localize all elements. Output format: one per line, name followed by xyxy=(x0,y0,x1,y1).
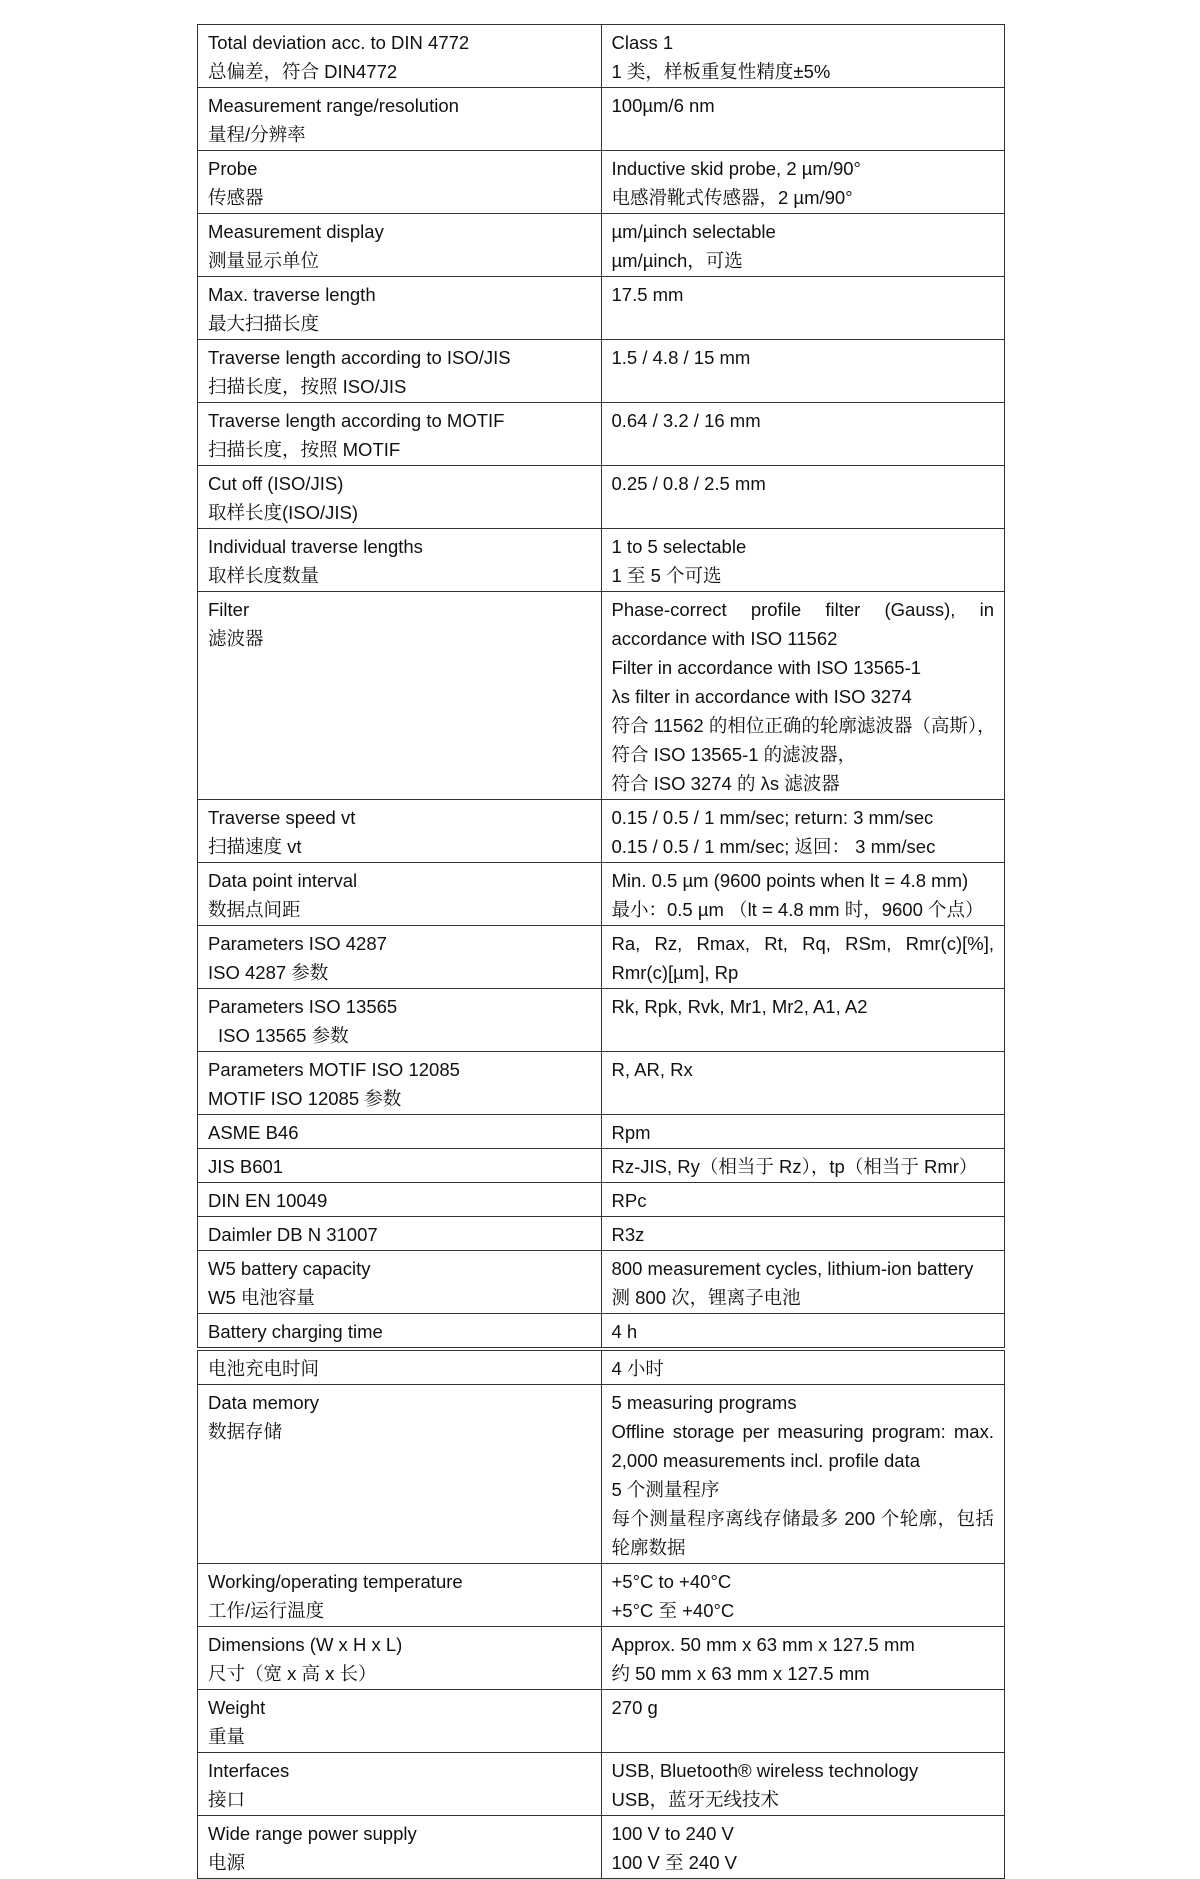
table-row xyxy=(198,403,1005,466)
spec-label-cell xyxy=(198,1564,602,1627)
spec-value-text: 1 至 5 个可选 xyxy=(611,565,722,586)
spec-label-cell xyxy=(198,1115,602,1149)
spec-value-text: 1 类，样板重复性精度±5% xyxy=(611,61,831,82)
spec-value-cell xyxy=(601,1183,1005,1217)
spec-label-text: Data memory xyxy=(208,1392,320,1413)
table-row xyxy=(198,863,1005,926)
spec-value-cell xyxy=(601,1149,1005,1183)
table-row xyxy=(198,1627,1005,1690)
spec-value-cell xyxy=(601,989,1005,1052)
spec-value-cell xyxy=(601,1627,1005,1690)
table-row xyxy=(198,25,1005,88)
spec-value-text: 5 measuring programs xyxy=(611,1392,797,1413)
spec-value-text: RPc xyxy=(611,1190,647,1211)
spec-value-text: 电感滑靴式传感器，2 µm/90° xyxy=(611,187,853,208)
spec-value-text: Phase-correct profile filter (Gauss), in xyxy=(611,599,994,620)
spec-value-text: 符合 11562 的相位正确的轮廓滤波器（高斯）， xyxy=(611,715,996,736)
spec-value-text: λs filter in accordance with ISO 3274 xyxy=(611,686,912,707)
spec-label-text: MOTIF ISO 12085 参数 xyxy=(208,1088,402,1109)
spec-value-text: +5°C 至 +40°C xyxy=(611,1600,735,1621)
spec-value-text: 17.5 mm xyxy=(611,284,684,305)
spec-value-text: USB, Bluetooth® wireless technology xyxy=(611,1760,919,1781)
table-row xyxy=(198,1314,1005,1348)
spec-label-text: 电源 xyxy=(208,1852,246,1873)
spec-value-cell xyxy=(601,277,1005,340)
spec-label-cell xyxy=(198,340,602,403)
table-row xyxy=(198,1115,1005,1149)
spec-value-cell xyxy=(601,466,1005,529)
spec-value-text: 最小：0.5 µm （lt = 4.8 mm 时，9600 个点） xyxy=(611,899,984,920)
spec-value-text: 2,000 measurements incl. profile data xyxy=(611,1450,921,1471)
spec-label-text: Traverse speed vt xyxy=(208,807,356,828)
spec-label-text: Measurement range/resolution xyxy=(208,95,459,116)
table-row xyxy=(198,277,1005,340)
table-row xyxy=(198,592,1005,800)
spec-label-text: Parameters MOTIF ISO 12085 xyxy=(208,1059,460,1080)
spec-label-text: 扫描长度，按照 MOTIF xyxy=(208,439,401,460)
spec-label-text: W5 battery capacity xyxy=(208,1258,371,1279)
spec-label-cell xyxy=(198,1052,602,1115)
spec-value-text: Rk, Rpk, Rvk, Mr1, Mr2, A1, A2 xyxy=(611,996,868,1017)
spec-value-text: 4 小时 xyxy=(611,1358,664,1379)
table-row xyxy=(198,466,1005,529)
spec-value-cell xyxy=(601,88,1005,151)
spec-value-cell xyxy=(601,214,1005,277)
spec-label-text: 测量显示单位 xyxy=(208,250,320,271)
spec-label-text: W5 电池容量 xyxy=(208,1287,315,1308)
spec-label-cell xyxy=(198,1753,602,1816)
table-row xyxy=(198,926,1005,989)
spec-value-text: Ra, Rz, Rmax, Rt, Rq, RSm, Rmr(c)[%], xyxy=(611,933,994,954)
spec-value-cell xyxy=(601,403,1005,466)
spec-value-text: Class 1 xyxy=(611,32,674,53)
spec-value-text: R3z xyxy=(611,1224,645,1245)
spec-value-cell xyxy=(601,863,1005,926)
table-row xyxy=(198,214,1005,277)
spec-value-text: Min. 0.5 µm (9600 points when lt = 4.8 mm) xyxy=(611,870,969,891)
spec-value-text: Rpm xyxy=(611,1122,651,1143)
table-row xyxy=(198,88,1005,151)
spec-label-cell xyxy=(198,214,602,277)
spec-value-text: 测 800 次，锂离子电池 xyxy=(611,1287,801,1308)
spec-value-text: R, AR, Rx xyxy=(611,1059,693,1080)
spec-label-cell xyxy=(198,1314,602,1348)
spec-label-cell xyxy=(198,466,602,529)
spec-label-text: Individual traverse lengths xyxy=(208,536,423,557)
spec-label-text: 最大扫描长度 xyxy=(208,313,320,334)
spec-label-text: 传感器 xyxy=(208,187,264,208)
spec-label-text: Dimensions (W x H x L) xyxy=(208,1634,403,1655)
spec-label-text: Max. traverse length xyxy=(208,284,376,305)
spec-label-cell xyxy=(198,989,602,1052)
spec-value-text: Rz-JIS, Ry（相当于 Rz），tp（相当于 Rmr） xyxy=(611,1156,978,1177)
table-row xyxy=(198,1052,1005,1115)
spec-label-cell xyxy=(198,529,602,592)
spec-label-text: Parameters ISO 13565 xyxy=(208,996,398,1017)
spec-label-text: 重量 xyxy=(208,1726,246,1747)
table-row xyxy=(198,1217,1005,1251)
spec-value-cell xyxy=(601,1314,1005,1348)
spec-label-text: Traverse length according to MOTIF xyxy=(208,410,505,431)
spec-value-cell xyxy=(601,1115,1005,1149)
spec-value-text: 5 个测量程序 xyxy=(611,1479,720,1500)
table-row xyxy=(198,340,1005,403)
table-row xyxy=(198,1149,1005,1183)
spec-label-text: Cut off (ISO/JIS) xyxy=(208,473,344,494)
spec-label-cell xyxy=(198,1149,602,1183)
spec-label-text: 工作/运行温度 xyxy=(208,1600,325,1621)
spec-label-text: ISO 13565 参数 xyxy=(218,1025,349,1046)
spec-label-text: Wide range power supply xyxy=(208,1823,417,1844)
spec-label-cell xyxy=(198,863,602,926)
spec-value-text: Inductive skid probe, 2 µm/90° xyxy=(611,158,861,179)
spec-label-text: JIS B601 xyxy=(208,1156,284,1177)
spec-value-text: 800 measurement cycles, lithium-ion battery xyxy=(611,1258,974,1279)
spec-value-cell xyxy=(601,592,1005,800)
spec-value-text: 1.5 / 4.8 / 15 mm xyxy=(611,347,751,368)
spec-value-text: 轮廓数据 xyxy=(611,1537,686,1558)
spec-label-cell xyxy=(198,592,602,800)
table-row xyxy=(198,1690,1005,1753)
spec-label-text: Probe xyxy=(208,158,258,179)
table-row xyxy=(198,1251,1005,1314)
table-row xyxy=(198,800,1005,863)
spec-label-text: 接口 xyxy=(208,1789,246,1810)
spec-value-text: 0.64 / 3.2 / 16 mm xyxy=(611,410,761,431)
spec-value-text: +5°C to +40°C xyxy=(611,1571,732,1592)
spec-value-cell xyxy=(601,1753,1005,1816)
table-row xyxy=(198,151,1005,214)
spec-label-cell xyxy=(198,88,602,151)
table-row xyxy=(198,1753,1005,1816)
spec-value-cell xyxy=(601,926,1005,989)
spec-label-cell xyxy=(198,1690,602,1753)
spec-label-text: 扫描速度 vt xyxy=(208,836,302,857)
spec-value-text: Rmr(c)[µm], Rp xyxy=(611,962,739,983)
spec-value-text: 0.15 / 0.5 / 1 mm/sec; return: 3 mm/sec xyxy=(611,807,934,828)
spec-label-cell xyxy=(198,926,602,989)
spec-value-text: 4 h xyxy=(611,1321,638,1342)
spec-value-cell xyxy=(601,1052,1005,1115)
spec-label-cell xyxy=(198,800,602,863)
spec-label-text: Filter xyxy=(208,599,250,620)
spec-label-cell xyxy=(198,151,602,214)
spec-label-text: Interfaces xyxy=(208,1760,290,1781)
spec-label-text: 数据存储 xyxy=(208,1421,283,1442)
table-row xyxy=(198,1564,1005,1627)
spec-label-text: Working/operating temperature xyxy=(208,1571,463,1592)
spec-value-text: 1 to 5 selectable xyxy=(611,536,747,557)
spec-label-cell xyxy=(198,1217,602,1251)
spec-value-cell xyxy=(601,1690,1005,1753)
spec-label-cell xyxy=(198,277,602,340)
spec-label-text: 数据点间距 xyxy=(208,899,301,920)
spec-label-text: Battery charging time xyxy=(208,1321,383,1342)
spec-value-cell xyxy=(601,340,1005,403)
spec-label-text: ASME B46 xyxy=(208,1122,299,1143)
spec-value-cell xyxy=(601,1251,1005,1314)
spec-label-text: Parameters ISO 4287 xyxy=(208,933,387,954)
table-row xyxy=(198,1816,1005,1879)
table-row xyxy=(198,989,1005,1052)
spec-value-text: 100 V 至 240 V xyxy=(611,1852,737,1873)
spec-label-text: 取样长度(ISO/JIS) xyxy=(208,502,359,523)
spec-label-text: 取样长度数量 xyxy=(208,565,320,586)
table-row xyxy=(198,1385,1005,1564)
spec-label-text: Total deviation acc. to DIN 4772 xyxy=(208,32,470,53)
specification-table xyxy=(197,24,1005,1879)
spec-label-text: Traverse length according to ISO/JIS xyxy=(208,347,511,368)
specification-table-body xyxy=(198,25,1005,1879)
spec-value-text: Offline storage per measuring program: max. xyxy=(611,1421,994,1442)
spec-label-text: Measurement display xyxy=(208,221,384,242)
spec-label-text: 滤波器 xyxy=(208,628,264,649)
spec-label-text: Daimler DB N 31007 xyxy=(208,1224,378,1245)
spec-label-cell xyxy=(198,1251,602,1314)
spec-sheet xyxy=(197,24,1005,1879)
spec-value-text: 100µm/6 nm xyxy=(611,95,715,116)
spec-value-cell xyxy=(601,1564,1005,1627)
spec-value-text: USB，蓝牙无线技术 xyxy=(611,1789,780,1810)
spec-value-cell xyxy=(601,800,1005,863)
spec-label-text: 总偏差，符合 DIN4772 xyxy=(208,61,398,82)
spec-label-cell xyxy=(198,1351,602,1385)
spec-value-text: 0.15 / 0.5 / 1 mm/sec; 返回： 3 mm/sec xyxy=(611,836,936,857)
spec-value-text: 100 V to 240 V xyxy=(611,1823,734,1844)
spec-value-cell xyxy=(601,1217,1005,1251)
spec-value-text: 270 g xyxy=(611,1697,658,1718)
spec-value-text: Approx. 50 mm x 63 mm x 127.5 mm xyxy=(611,1634,915,1655)
spec-value-text: accordance with ISO 11562 xyxy=(611,628,838,649)
table-row xyxy=(198,1183,1005,1217)
spec-label-cell xyxy=(198,1183,602,1217)
spec-value-cell xyxy=(601,25,1005,88)
spec-value-cell xyxy=(601,1385,1005,1564)
spec-label-text: 电池充电时间 xyxy=(208,1358,320,1379)
table-row xyxy=(198,1351,1005,1385)
table-row xyxy=(198,529,1005,592)
spec-value-text: µm/µinch，可选 xyxy=(611,250,743,271)
spec-label-text: ISO 4287 参数 xyxy=(208,962,329,983)
spec-label-cell xyxy=(198,403,602,466)
spec-value-cell xyxy=(601,1816,1005,1879)
spec-label-text: 量程/分辨率 xyxy=(208,124,306,145)
spec-value-text: 约 50 mm x 63 mm x 127.5 mm xyxy=(611,1663,870,1684)
spec-value-text: 每个测量程序离线存储最多 200 个轮廓，包括 xyxy=(611,1508,994,1529)
spec-label-cell xyxy=(198,25,602,88)
spec-value-text: Filter in accordance with ISO 13565-1 xyxy=(611,657,922,678)
spec-label-text: Weight xyxy=(208,1697,266,1718)
spec-label-text: DIN EN 10049 xyxy=(208,1190,328,1211)
spec-value-text: µm/µinch selectable xyxy=(611,221,776,242)
spec-value-text: 0.25 / 0.8 / 2.5 mm xyxy=(611,473,766,494)
spec-label-text: 扫描长度，按照 ISO/JIS xyxy=(208,376,407,397)
spec-value-cell xyxy=(601,1351,1005,1385)
spec-value-text: 符合 ISO 13565-1 的滤波器， xyxy=(611,744,857,765)
spec-label-cell xyxy=(198,1385,602,1564)
spec-value-text: 符合 ISO 3274 的 λs 滤波器 xyxy=(611,773,840,794)
spec-value-cell xyxy=(601,151,1005,214)
spec-label-text: Data point interval xyxy=(208,870,358,891)
spec-label-cell xyxy=(198,1816,602,1879)
spec-label-text: 尺寸（宽 x 高 x 长） xyxy=(208,1663,377,1684)
spec-label-cell xyxy=(198,1627,602,1690)
spec-value-cell xyxy=(601,529,1005,592)
